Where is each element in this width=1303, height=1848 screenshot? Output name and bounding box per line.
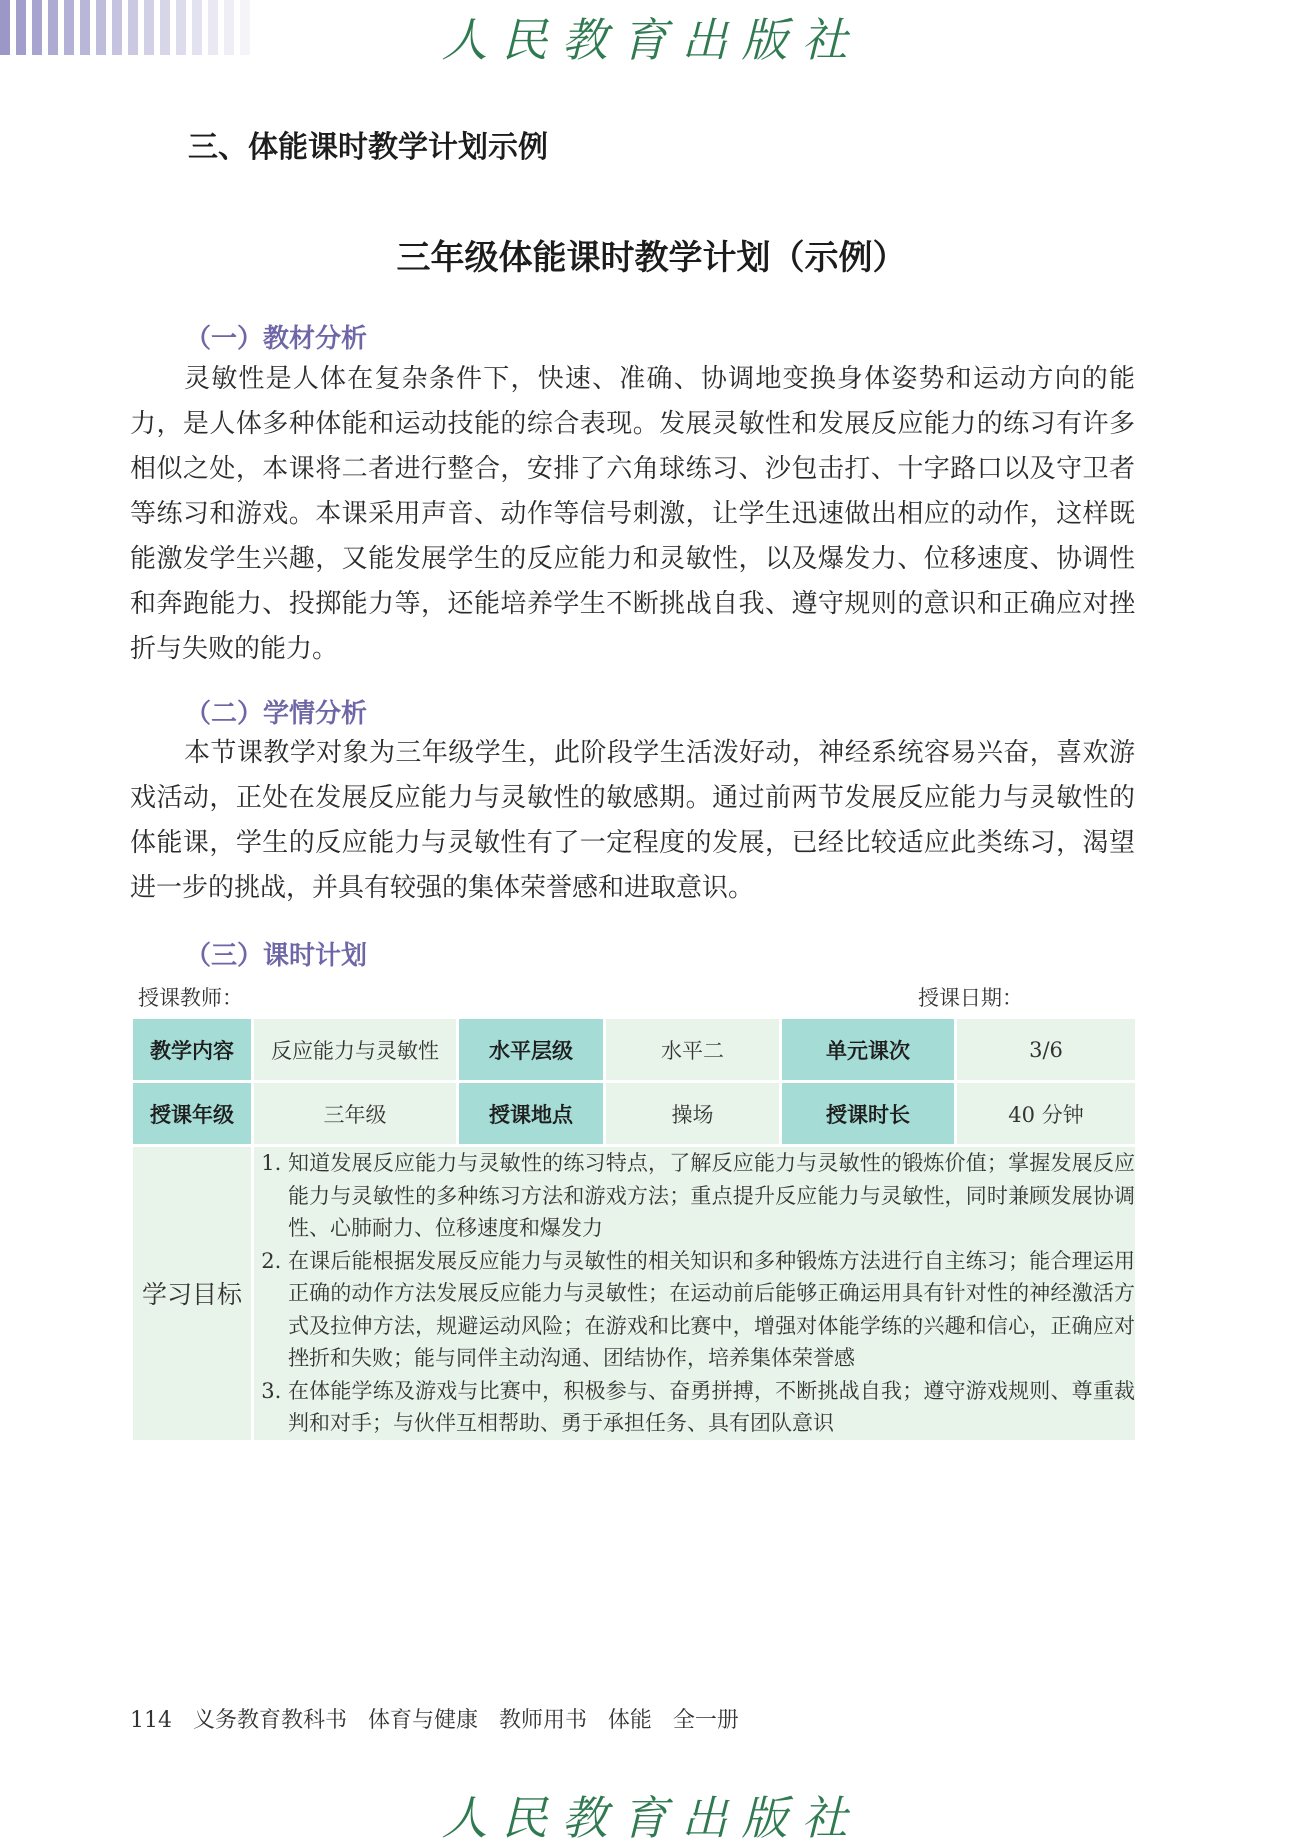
table-header-cell: 教学内容 xyxy=(132,1018,253,1082)
table-cell: 三年级 xyxy=(253,1082,458,1146)
section-title: 三、体能课时教学计划示例 xyxy=(188,130,548,165)
table-cell: 水平二 xyxy=(605,1018,781,1082)
paragraph-student-analysis xyxy=(130,731,1135,911)
table-cell: 3/6 xyxy=(956,1018,1137,1082)
publisher-logo-bottom: 人民教育出版社 xyxy=(441,1791,862,1845)
table-row xyxy=(132,1146,1137,1442)
subheading-student-analysis: （二）学情分析 xyxy=(185,699,368,729)
teacher-label: 授课教师： xyxy=(138,986,243,1010)
page-number: 114 xyxy=(130,1708,172,1733)
subheading-textbook-analysis: （一）教材分析 xyxy=(185,324,368,354)
table-row xyxy=(132,1082,1137,1146)
list-item: 3. 在体能学练及游戏与比赛中，积极参与、奋勇拼搏，不断挑战自我；遵守游戏规则、尊重裁判和对手；与伙伴互相帮助、勇于承担任务、具有团队意识 xyxy=(288,1375,1135,1440)
main-title: 三年级体能课时教学计划（示例） xyxy=(396,238,907,278)
paragraph-textbook-analysis xyxy=(130,357,1135,672)
learning-goals-cell xyxy=(253,1146,1137,1442)
subheading-lesson-plan: （三）课时计划 xyxy=(185,941,368,971)
book-title: 义务教育教科书 体育与健康 教师用书 体能 全一册 xyxy=(192,1708,739,1733)
table-header-cell: 授课地点 xyxy=(458,1082,605,1146)
table-header-cell: 授课时长 xyxy=(781,1082,956,1146)
learning-goals-list xyxy=(254,1147,1135,1440)
lesson-plan-table xyxy=(130,1016,1138,1443)
paragraph-text: 本节课教学对象为三年级学生，此阶段学生活泼好动，神经系统容易兴奋，喜欢游戏活动，正处在发展反应能力与灵敏性的敏感期。通过前两节发展反应能力与灵敏性的体能课，学生的反应能力与灵敏性有了一定程度的发展，已经比较适应此类练习，渴望进一步的挑战，并具有较强的集体荣誉感和进取意识。 xyxy=(130,738,1135,903)
table-header-cell: 授课年级 xyxy=(132,1082,253,1146)
table-cell: 操场 xyxy=(605,1082,781,1146)
table-cell: 反应能力与灵敏性 xyxy=(253,1018,458,1082)
list-item: 2. 在课后能根据发展反应能力与灵敏性的相关知识和多种锻炼方法进行自主练习；能合理运用正确的动作方法发展反应能力与灵敏性；在运动前后能够正确运用具有针对性的神经激活方式及拉伸方法，规避运动风险；在游戏和比赛中，增强对体能学练的兴趣和信心，正确应对挫折和失败；能与同伴主动沟通、团结协作，培养集体荣誉感 xyxy=(288,1245,1135,1375)
publisher-logo: 人民教育出版社 xyxy=(441,13,862,67)
list-item: 1. 知道发展反应能力与灵敏性的练习特点，了解反应能力与灵敏性的锻炼价值；掌握发展反应能力与灵敏性的多种练习方法和游戏方法；重点提升反应能力与灵敏性，同时兼顾发展协调性、心肺耐力、位移速度和爆发力 xyxy=(288,1147,1135,1245)
table-header-cell: 单元课次 xyxy=(781,1018,956,1082)
page-footer xyxy=(130,1703,739,1734)
learning-goals-label: 学习目标 xyxy=(132,1146,253,1442)
table-row xyxy=(132,1018,1137,1082)
date-label: 授课日期： xyxy=(918,986,1023,1010)
table-cell: 40 分钟 xyxy=(956,1082,1137,1146)
table-header-cell: 水平层级 xyxy=(458,1018,605,1082)
paragraph-text: 灵敏性是人体在复杂条件下，快速、准确、协调地变换身体姿势和运动方向的能力，是人体多种体能和运动技能的综合表现。发展灵敏性和发展反应能力的练习有许多相似之处，本课将二者进行整合，安排了六角球练习、沙包击打、十字路口以及守卫者等练习和游戏。本课采用声音、动作等信号刺激，让学生迅速做出相应的动作，这样既能激发学生兴趣，又能发展学生的反应能力和灵敏性，以及爆发力、位移速度、协调性和奔跑能力、投掷能力等，还能培养学生不断挑战自我、遵守规则的意识和正确应对挫折与失败的能力。 xyxy=(130,364,1135,664)
